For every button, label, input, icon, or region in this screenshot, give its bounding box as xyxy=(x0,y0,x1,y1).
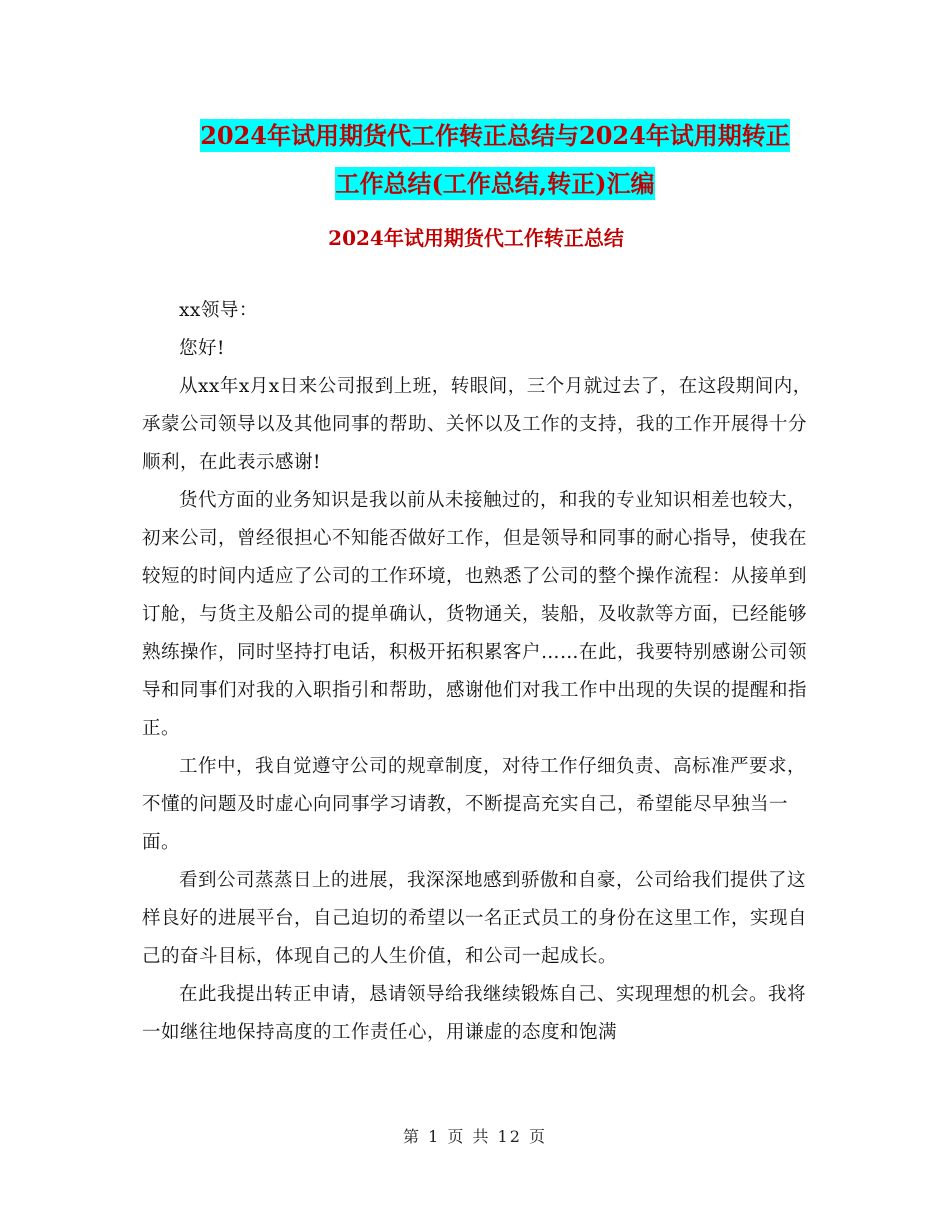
paragraph: 货代方面的业务知识是我以前从未接触过的，和我的专业知识相差也较大，初来公司，曾经很担心不知能否做好工作，但是领导和同事的耐心指导，使我在较短的时间内适应了公司的工作环境，也熟悉了公司的整个操作流程：从接单到订舱，与货主及船公司的提单确认，货物通关，装船，及收款等方面，已经能够熟练操作，同时坚持打电话，积极开拓积累客户……在此，我要特别感谢公司领导和同事们对我的入职指引和帮助，感谢他们对我工作中出现的失误的提醒和指正。 xyxy=(142,490,808,739)
paragraph: 从xx年x月x日来公司报到上班，转眼间，三个月就过去了，在这段期间内，承蒙公司领导以及其他同事的帮助、关怀以及工作的支持，我的工作开展得十分顺利，在此表示感谢! xyxy=(142,376,812,473)
title-line-2: 工作总结(工作总结,转正)汇编 xyxy=(335,169,655,198)
paragraph: 工作中，我自觉遵守公司的规章制度，对待工作仔细负责、高标准严要求，不懂的问题及时虚心向同事学习请教，不断提高充实自己，希望能尽早独当一面。 xyxy=(142,756,807,853)
page-footer: 第 1 页 共 12 页 xyxy=(403,1127,547,1146)
section-title: 2024年试用期货代工作转正总结 xyxy=(328,226,624,250)
letter-body xyxy=(142,292,814,1052)
paragraph: 在此我提出转正申请，恳请领导给我继续锻炼自己、实现理想的机会。我将一如继往地保持高度的工作责任心，用谦虚的态度和饱满 xyxy=(142,984,807,1043)
document-title xyxy=(150,112,840,208)
title-line-1: 2024年试用期货代工作转正总结与2024年试用期转正 xyxy=(200,121,790,150)
greeting: 您好! xyxy=(179,338,225,359)
paragraph: 看到公司蒸蒸日上的进展，我深深地感到骄傲和自豪，公司给我们提供了这样良好的进展平台，自己迫切的希望以一名正式员工的身份在这里工作，实现自己的奋斗目标，体现自己的人生价值，和公司一起成长。 xyxy=(142,870,808,967)
salutation: xx领导： xyxy=(179,300,258,321)
